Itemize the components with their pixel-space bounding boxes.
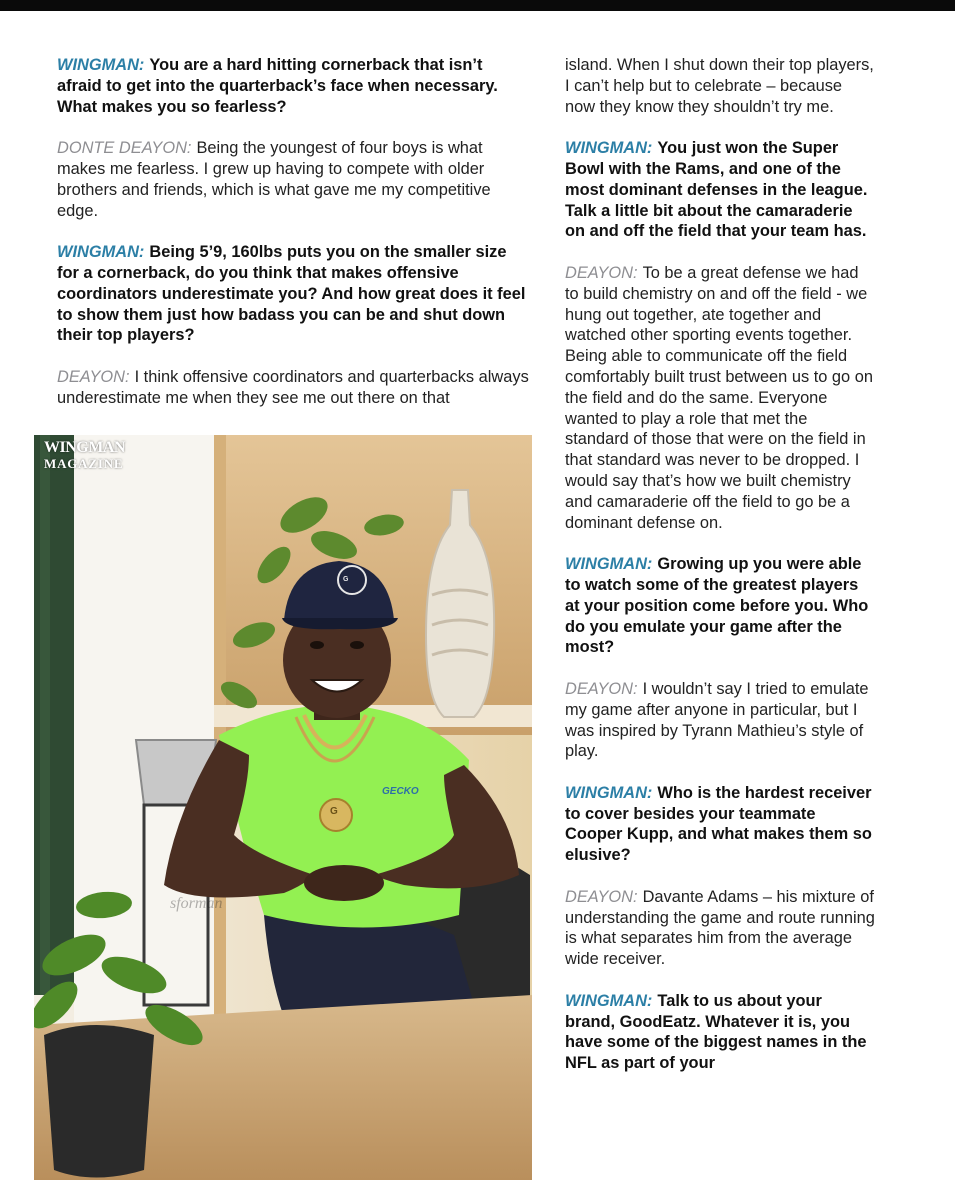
answer-4 bbox=[565, 679, 875, 762]
question-3 bbox=[565, 138, 875, 242]
answer-2-continued bbox=[565, 55, 875, 117]
logo-magazine: MAGAZINE bbox=[44, 456, 124, 471]
speaker-label: WINGMAN: bbox=[565, 783, 653, 802]
speaker-label: DEAYON: bbox=[57, 367, 130, 386]
answer-5 bbox=[565, 887, 875, 970]
answer-1 bbox=[57, 138, 529, 221]
question-text: Being 5’9, 160lbs puts you on the smaller size for a cornerback, do you think that makes offensive coordinators underestimate you? And how great does it feel to show them just how badass you can be and shut down their top players? bbox=[57, 243, 526, 345]
answer-text: Davante Adams – his mixture of understanding the game and route running is what separates him from the average wide receiver. bbox=[565, 887, 875, 969]
question-2 bbox=[57, 242, 529, 346]
photo-illustration bbox=[34, 435, 532, 1180]
answer-2-start bbox=[57, 367, 529, 409]
right-text-column bbox=[565, 55, 875, 1095]
player-photo bbox=[34, 435, 532, 1180]
question-text: You just won the Super Bowl with the Rams, and one of the most dominant defenses in the league. Talk a little bit about the camaraderie on and off the field that your team has. bbox=[565, 139, 868, 241]
speaker-label: WINGMAN: bbox=[57, 243, 145, 262]
clasped-hands bbox=[304, 865, 384, 901]
question-text: Talk to us about your brand, GoodEatz. Whatever it is, you have some of the biggest names in the NFL as part of your bbox=[565, 991, 867, 1073]
pendant-letter: G bbox=[330, 806, 338, 817]
question-text: Growing up you were able to watch some of the greatest players at your position come before you. Who do you emulate your game after the most? bbox=[565, 555, 869, 657]
speaker-label: WINGMAN: bbox=[565, 991, 653, 1010]
speaker-label: DONTE DEAYON: bbox=[57, 139, 192, 158]
question-1 bbox=[57, 55, 529, 117]
speaker-label: DEAYON: bbox=[565, 263, 638, 282]
answer-3 bbox=[565, 263, 875, 533]
speaker-label: WINGMAN: bbox=[565, 555, 653, 574]
question-6 bbox=[565, 991, 875, 1074]
answer-text: I think offensive coordinators and quarterbacks always underestimate me when they see me out there on that bbox=[57, 367, 529, 407]
answer-text: island. When I shut down their top players, I can’t help but to celebrate – because now they know they shouldn’t try me. bbox=[565, 56, 874, 116]
shirt-print: GECKO bbox=[382, 786, 419, 797]
logo-wingman: WINGMAN bbox=[44, 439, 125, 456]
answer-text: To be a great defense we had to build chemistry on and off the field - we hung out together, ate together and watched other sporting events together. Being able to communicate off the field comfortably built trust between us to go on the field and do the same. Everyone wanted to play a role that met the standard of those that were on the field in that standard was never to be dropped. I would say that’s how we built chemistry and camaraderie off the field to go be a dominant defense on. bbox=[565, 263, 873, 532]
speaker-label: WINGMAN: bbox=[565, 139, 653, 158]
question-4 bbox=[565, 554, 875, 658]
speaker-label: DEAYON: bbox=[565, 887, 638, 906]
speaker-label: WINGMAN: bbox=[57, 56, 145, 74]
answer-text: I wouldn’t say I tried to emulate my game after anyone in particular, but I was inspired by Tyrann Mathieu’s style of play. bbox=[565, 679, 869, 761]
question-5 bbox=[565, 783, 875, 866]
top-black-bar bbox=[0, 0, 955, 11]
question-text: Who is the hardest receiver to cover besides your teammate Cooper Kupp, and what makes them so elusive? bbox=[565, 783, 872, 865]
left-text-column bbox=[57, 55, 529, 429]
photographer-watermark: sforman bbox=[170, 895, 223, 912]
cap-letter: G bbox=[343, 576, 349, 583]
question-text: You are a hard hitting cornerback that isn’t afraid to get into the quarterback’s face when necessary. What makes you so fearless? bbox=[57, 56, 498, 116]
plant-pot bbox=[44, 1025, 154, 1178]
answer-text: Being the youngest of four boys is what makes me fearless. I grew up having to compete with older brothers and friends, which is what gave me my competitive edge. bbox=[57, 139, 491, 220]
magazine-logo bbox=[44, 440, 125, 472]
speaker-label: DEAYON: bbox=[565, 679, 638, 698]
